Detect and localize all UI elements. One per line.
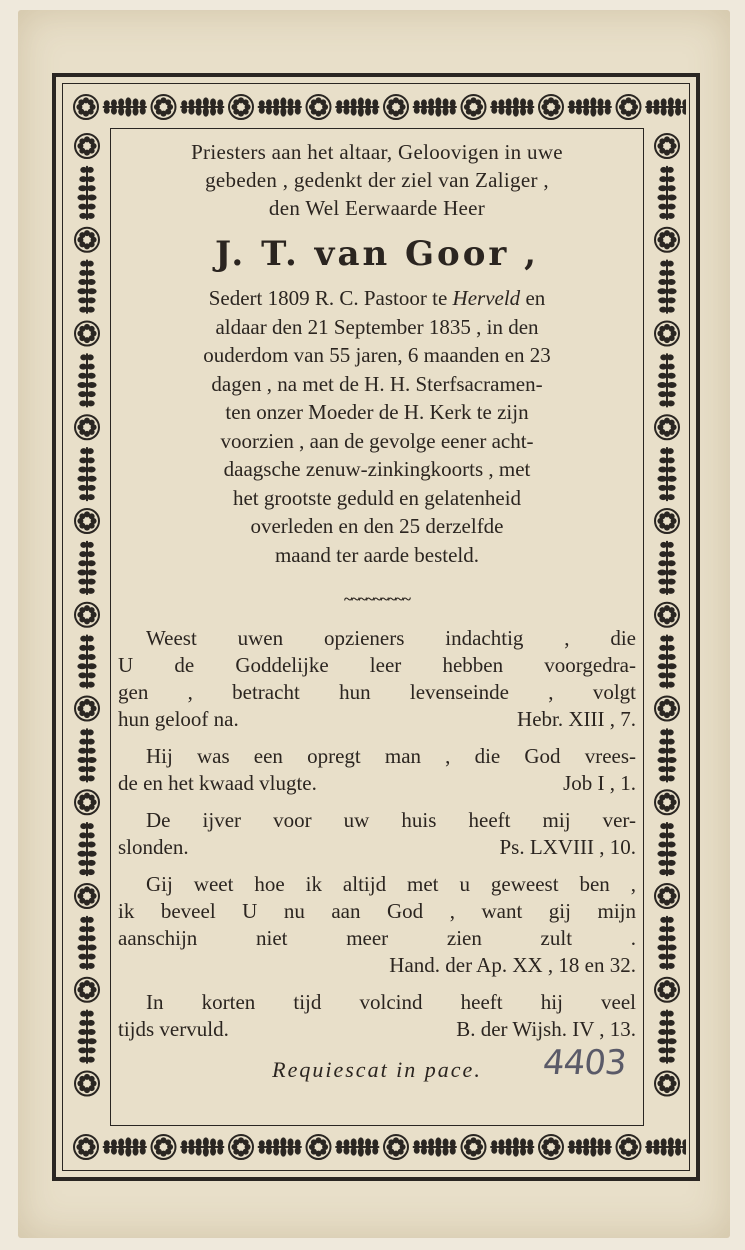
rosette-ornament bbox=[655, 509, 679, 533]
quote-block bbox=[118, 989, 636, 1043]
rosette-ornament bbox=[307, 1135, 331, 1159]
bio-line: het grootste geduld en gelatenheid bbox=[232, 485, 522, 510]
bio-line: ouderdom van 55 jaren, 6 maanden en 23 bbox=[203, 343, 551, 367]
quote-block bbox=[118, 871, 636, 979]
leaf-ornament bbox=[657, 822, 676, 876]
quote-line: hun geloof na. bbox=[118, 707, 239, 731]
intro-line: gebeden , gedenkt der ziel van Zaliger , bbox=[205, 168, 549, 192]
rosette-ornament bbox=[75, 415, 99, 439]
rosette-ornament bbox=[75, 134, 99, 158]
rosette-ornament bbox=[462, 1135, 486, 1159]
rosette-ornament bbox=[655, 790, 679, 814]
quote-reference-line bbox=[118, 706, 636, 733]
rosette-ornament bbox=[655, 884, 679, 908]
leaf-ornament bbox=[568, 97, 612, 116]
quote-reference-line bbox=[118, 770, 636, 797]
leaf-ornament bbox=[657, 353, 676, 407]
rosette-ornament bbox=[655, 1072, 679, 1096]
deceased-name: J. T. van Goor , bbox=[214, 234, 540, 274]
leaf-ornament bbox=[77, 822, 96, 876]
rosette-ornament bbox=[655, 603, 679, 627]
rosette-ornament bbox=[75, 884, 99, 908]
leaf-ornament bbox=[490, 1137, 534, 1156]
bio-line: ten onzer Moeder de H. Kerk te zijn bbox=[225, 400, 529, 424]
intro-line: den Wel Eerwaarde Heer bbox=[268, 196, 486, 220]
rosette-ornament bbox=[462, 95, 486, 119]
scripture-quotes bbox=[118, 625, 636, 1043]
handwritten-number: 4403 bbox=[540, 1043, 628, 1083]
leaf-ornament bbox=[645, 97, 686, 116]
rosette-ornament bbox=[384, 1135, 408, 1159]
leaf-ornament bbox=[657, 1010, 676, 1064]
bio-line: voorzien , aan de gevolge eener acht- bbox=[220, 428, 534, 453]
leaf-ornament bbox=[77, 541, 96, 595]
leaf-ornament bbox=[657, 916, 676, 970]
biography bbox=[118, 284, 636, 569]
bio-line: overleden en den 25 derzelfde bbox=[250, 514, 504, 538]
rosette-ornament bbox=[307, 95, 331, 119]
scripture-reference: Job I , 1. bbox=[563, 771, 636, 795]
bio-line: dagen , na met de H. H. Sterfsacramen- bbox=[211, 371, 543, 396]
leaf-ornament bbox=[180, 97, 224, 116]
rosette-ornament bbox=[75, 228, 99, 252]
rosette-ornament bbox=[539, 95, 563, 119]
scripture-reference: Ps. LXVIII , 10. bbox=[499, 835, 636, 859]
rosette-ornament bbox=[384, 95, 408, 119]
rosette-ornament bbox=[75, 603, 99, 627]
rosette-ornament bbox=[75, 978, 99, 1002]
leaf-ornament bbox=[77, 1010, 96, 1064]
bio-line: Sedert 1809 R. C. Pastoor te Herveld en bbox=[208, 286, 546, 310]
rosette-ornament bbox=[539, 1135, 563, 1159]
ornament-border-right bbox=[646, 126, 688, 1128]
bio-line: daagsche zenuw-zinkingkoorts , met bbox=[223, 457, 531, 481]
leaf-ornament bbox=[77, 447, 96, 501]
rosette-ornament bbox=[617, 95, 641, 119]
leaf-ornament bbox=[77, 353, 96, 407]
quote-reference-line bbox=[118, 1016, 636, 1043]
leaf-ornament bbox=[657, 260, 676, 314]
leaf-ornament bbox=[335, 1137, 379, 1156]
quote-line: tijds vervuld. bbox=[118, 1017, 229, 1041]
leaf-ornament bbox=[180, 1137, 224, 1156]
scripture-reference: B. der Wijsh. IV , 13. bbox=[456, 1017, 636, 1041]
quote-line: U de Goddelijke leer hebben voorgedra- bbox=[118, 653, 636, 677]
rosette-ornament bbox=[152, 1135, 176, 1159]
quote-reference-line bbox=[118, 834, 636, 861]
rosette-ornament bbox=[617, 1135, 641, 1159]
rosette-ornament bbox=[229, 95, 253, 119]
quote-line: Gij weet hoe ik altijd met u geweest ben , bbox=[146, 872, 636, 896]
rosette-ornament bbox=[75, 322, 99, 346]
leaf-ornament bbox=[77, 728, 96, 782]
leaf-ornament bbox=[258, 1137, 302, 1156]
leaf-ornament bbox=[103, 97, 147, 116]
quote-line: De ijver voor uw huis heeft mij ver- bbox=[146, 808, 636, 832]
leaf-ornament bbox=[413, 97, 457, 116]
rosette-ornament bbox=[75, 1072, 99, 1096]
leaf-ornament bbox=[77, 260, 96, 314]
leaf-ornament bbox=[657, 635, 676, 689]
rosette-ornament bbox=[152, 95, 176, 119]
quote-line: gen , betracht hun levenseinde , volgt bbox=[118, 680, 636, 704]
rosette-ornament bbox=[655, 415, 679, 439]
quote-line: Weest uwen opzieners indachtig , die bbox=[146, 626, 636, 650]
leaf-ornament bbox=[77, 635, 96, 689]
quote-line: slonden. bbox=[118, 835, 189, 859]
leaf-ornament bbox=[335, 97, 379, 116]
leaf-ornament bbox=[490, 97, 534, 116]
closing-line bbox=[118, 1043, 636, 1083]
rosette-ornament bbox=[655, 322, 679, 346]
quote-line: de en het kwaad vlugte. bbox=[118, 771, 317, 795]
leaf-ornament bbox=[258, 97, 302, 116]
quote-line: In korten tijd volcind heeft hij veel bbox=[146, 990, 636, 1014]
requiescat-text: Requiescat in pace. bbox=[272, 1057, 482, 1082]
place-name: Herveld bbox=[452, 286, 521, 310]
rosette-ornament bbox=[655, 134, 679, 158]
quote-block bbox=[118, 625, 636, 733]
rosette-ornament bbox=[74, 1135, 98, 1159]
intro-line: Priesters aan het altaar, Geloovigen in uwe bbox=[191, 140, 563, 164]
rosette-ornament bbox=[75, 790, 99, 814]
ornament-border-bottom bbox=[66, 1128, 686, 1166]
bio-line: maand ter aarde besteld. bbox=[274, 542, 480, 567]
scripture-reference: Hebr. XIII , 7. bbox=[517, 707, 636, 731]
leaf-ornament bbox=[413, 1137, 457, 1156]
rosette-ornament bbox=[74, 95, 98, 119]
ornament-border-top bbox=[66, 88, 686, 126]
card-content bbox=[118, 138, 636, 1083]
rosette-ornament bbox=[655, 697, 679, 721]
leaf-ornament bbox=[568, 1137, 612, 1156]
leaf-ornament bbox=[657, 728, 676, 782]
quote-block bbox=[118, 743, 636, 797]
quote-line: Hij was een opregt man , die God vrees- bbox=[146, 744, 636, 768]
quote-line: aanschijn niet meer zien zult . bbox=[118, 926, 636, 950]
rosette-ornament bbox=[655, 228, 679, 252]
rosette-ornament bbox=[655, 978, 679, 1002]
bio-line: aldaar den 21 September 1835 , in den bbox=[215, 314, 539, 339]
leaf-ornament bbox=[77, 916, 96, 970]
leaf-ornament bbox=[103, 1137, 147, 1156]
scripture-reference: Hand. der Ap. XX , 18 en 32. bbox=[389, 953, 636, 977]
ornamental-divider: ~~~~~~~~~ bbox=[344, 591, 410, 608]
leaf-ornament bbox=[645, 1137, 686, 1156]
intro-text bbox=[118, 138, 636, 222]
quote-line: ik beveel U nu aan God , want gij mijn bbox=[118, 899, 636, 923]
quote-block bbox=[118, 807, 636, 861]
quote-reference-line bbox=[118, 952, 636, 979]
leaf-ornament bbox=[657, 447, 676, 501]
leaf-ornament bbox=[657, 541, 676, 595]
rosette-ornament bbox=[229, 1135, 253, 1159]
ornament-border-left bbox=[66, 126, 108, 1128]
rosette-ornament bbox=[75, 697, 99, 721]
rosette-ornament bbox=[75, 509, 99, 533]
leaf-ornament bbox=[77, 166, 96, 220]
leaf-ornament bbox=[657, 166, 676, 220]
